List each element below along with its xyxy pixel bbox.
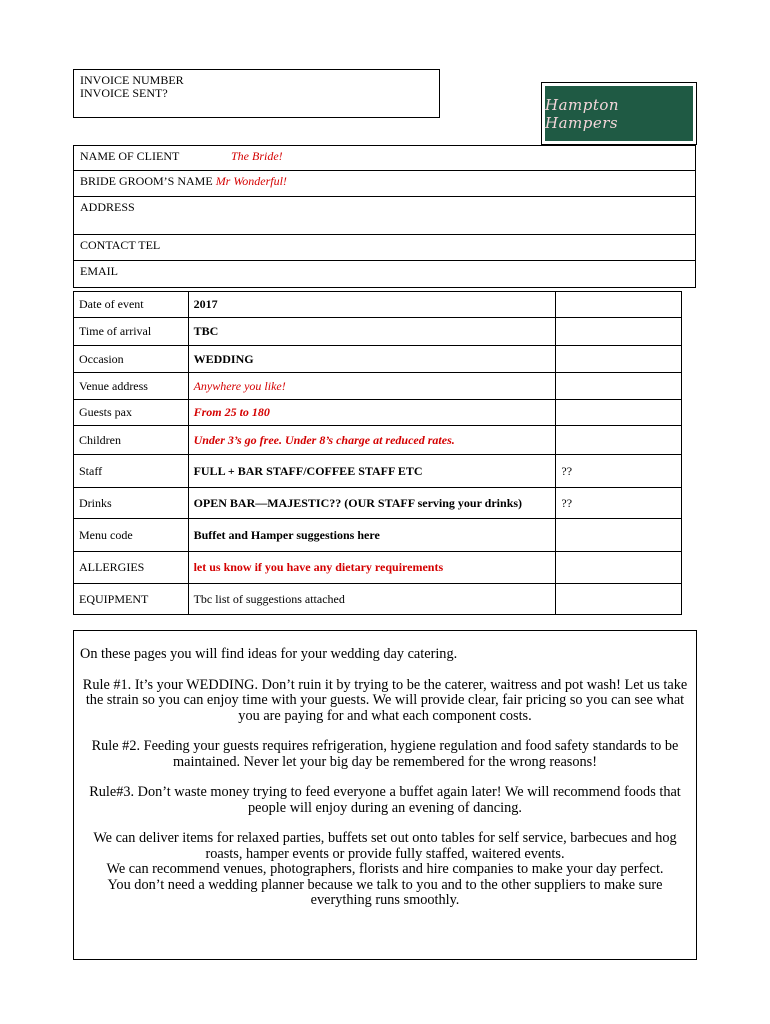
event-extra bbox=[556, 346, 682, 373]
table-row bbox=[74, 488, 682, 519]
invoice-number-label: INVOICE NUMBER bbox=[80, 73, 184, 87]
email-label: EMAIL bbox=[80, 264, 118, 278]
table-row bbox=[74, 426, 682, 455]
address-row bbox=[73, 197, 696, 235]
groom-name-value: Mr Wonderful! bbox=[215, 174, 287, 188]
client-name-row bbox=[73, 145, 696, 171]
event-value: OPEN BAR—MAJESTIC?? (OUR STAFF serving your drinks) bbox=[188, 488, 556, 519]
address-label: ADDRESS bbox=[80, 200, 135, 214]
rule-3-text: Rule#3. Don’t waste money trying to feed everyone a buffet again later! We will recommend foods that people will enjoy during an evening of dancing. bbox=[89, 784, 681, 816]
groom-name-label: BRIDE GROOM’S NAME bbox=[80, 174, 213, 188]
event-label: Drinks bbox=[74, 488, 189, 519]
event-label: ALLERGIES bbox=[74, 552, 189, 584]
info-text-box bbox=[73, 630, 697, 960]
no-planner-text: You don’t need a wedding planner because we talk to you and to the other suppliers to make sure everything runs smoothly. bbox=[107, 876, 663, 908]
invoice-sent-label: INVOICE SENT? bbox=[80, 86, 168, 100]
event-value: TBC bbox=[188, 318, 556, 346]
table-row bbox=[74, 292, 682, 318]
event-value: From 25 to 180 bbox=[188, 400, 556, 426]
event-extra bbox=[556, 373, 682, 400]
rule-2-text: Rule #2. Feeding your guests requires refrigeration, hygiene regulation and food safety standards to be maintained. Never let your big day be remembered for the wrong reasons! bbox=[91, 738, 679, 770]
table-row bbox=[74, 584, 682, 615]
table-row bbox=[74, 455, 682, 488]
table-row bbox=[74, 552, 682, 584]
event-extra bbox=[556, 552, 682, 584]
intro-text: On these pages you will find ideas for your wedding day catering. bbox=[80, 646, 458, 662]
recommend-text: We can recommend venues, photographers, florists and hire companies to make your day perfect. bbox=[106, 861, 664, 877]
event-extra bbox=[556, 519, 682, 552]
event-label: Occasion bbox=[74, 346, 189, 373]
invoice-box bbox=[73, 69, 440, 118]
contact-tel-row bbox=[73, 235, 696, 261]
event-details-table bbox=[73, 291, 682, 615]
hampton-hampers-logo bbox=[541, 82, 697, 145]
event-extra: ?? bbox=[556, 455, 682, 488]
event-label: Time of arrival bbox=[74, 318, 189, 346]
rule-1-text: Rule #1. It’s your WEDDING. Don’t ruin it by trying to be the caterer, waitress and pot wash! Let us take the strain so you can enjoy time with your guests. We will provide clear, fair pricing so you can see what you are paying for and what each component costs. bbox=[82, 676, 688, 724]
event-label: Venue address bbox=[74, 373, 189, 400]
client-name-value: The Bride! bbox=[231, 149, 283, 163]
event-value: let us know if you have any dietary requirements bbox=[188, 552, 556, 584]
event-extra bbox=[556, 400, 682, 426]
event-value: Tbc list of suggestions attached bbox=[188, 584, 556, 615]
event-extra bbox=[556, 292, 682, 318]
logo-text: Hampton Hampers bbox=[545, 95, 620, 132]
table-row bbox=[74, 373, 682, 400]
table-row bbox=[74, 318, 682, 346]
event-value: Under 3’s go free. Under 8’s charge at reduced rates. bbox=[188, 426, 556, 455]
event-value: FULL + BAR STAFF/COFFEE STAFF ETC bbox=[188, 455, 556, 488]
event-value: 2017 bbox=[188, 292, 556, 318]
event-extra bbox=[556, 318, 682, 346]
event-label: Guests pax bbox=[74, 400, 189, 426]
event-label: Staff bbox=[74, 455, 189, 488]
event-value: WEDDING bbox=[188, 346, 556, 373]
event-extra bbox=[556, 584, 682, 615]
table-row bbox=[74, 519, 682, 552]
email-row bbox=[73, 261, 696, 288]
event-value: Buffet and Hamper suggestions here bbox=[188, 519, 556, 552]
event-value: Anywhere you like! bbox=[188, 373, 556, 400]
event-label: EQUIPMENT bbox=[74, 584, 189, 615]
client-name-label: NAME OF CLIENT bbox=[80, 149, 180, 163]
client-info-table bbox=[73, 145, 696, 288]
event-label: Children bbox=[74, 426, 189, 455]
groom-name-row bbox=[73, 171, 696, 197]
event-extra bbox=[556, 426, 682, 455]
table-row bbox=[74, 400, 682, 426]
table-row bbox=[74, 346, 682, 373]
services-text: We can deliver items for relaxed parties, buffets set out onto tables for self service, barbecues and hog roasts, hamper events or provide fully staffed, waitered events. bbox=[93, 830, 677, 862]
logo-background bbox=[545, 86, 693, 141]
event-label: Menu code bbox=[74, 519, 189, 552]
event-extra: ?? bbox=[556, 488, 682, 519]
contact-tel-label: CONTACT TEL bbox=[80, 238, 161, 252]
event-label: Date of event bbox=[74, 292, 189, 318]
